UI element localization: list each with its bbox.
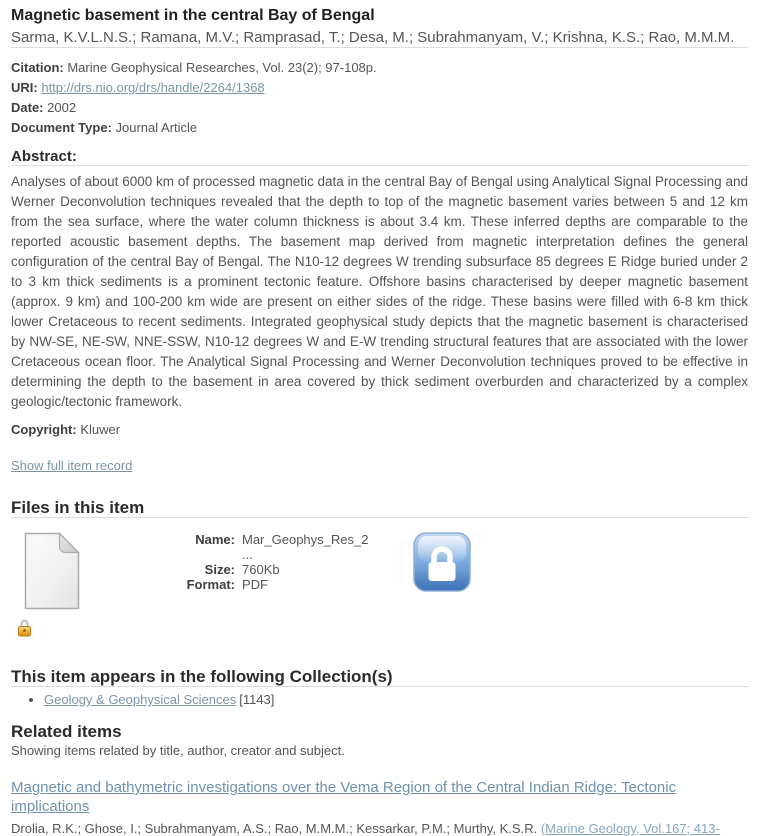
file-size-label: Size: [204, 562, 235, 577]
related-item-title-link[interactable]: Magnetic and bathymetric investigations over the Vema Region of the Central Indian Ridge: Tectonic implications [11, 779, 677, 815]
file-name-value: Mar_Geophys_Res_2 ... [242, 532, 369, 562]
file-row [11, 532, 748, 610]
abstract-text: Analyses of about 6000 km of processed magnetic data in the central Bay of Bengal using Analytical Signal Processing and Werner Deconvolution techniques revealed that the depth to top of the magnetic basement varies between 5 and 12 km from the sea surface, where the water column thickness is about 3.4 km. These inferred depths are comparable to the reported acoustic basement depths. The basement map derived from magnetic interpretation defines the general configuration of the central Bay of Bengal. The N10-12 degrees W trending subsurface 85 degrees E Ridge buried under 2 to 3 km thick sediments is a prominent tectonic feature. Offshore basins characterised by deeper magnetic basement (approx. 9 km) and 100-200 km wide are present on either sides of the ridge. These basins were filled with 6-8 km thick lower Cretaceous to recent sediments. Integrated geophysical study depicts that the magnetic basement is characterised by NW-SE, NE-SW, NNE-SSW, N10-12 degrees W and E-W trending structural features that are associated with the lower Cretaceous ocean floor. The Analytical Signal Processing and Werner Deconvolution techniques proved to be effective in determining the depth to the basement in area covered by thick sediment overburden and characterized by a complex geologic/tectonic framework. [11, 174, 748, 409]
date-line [11, 101, 748, 115]
date-value: 2002 [47, 100, 77, 115]
uri-line [11, 81, 748, 95]
file-format-label: Format: [186, 577, 235, 592]
related-items-subtitle: Showing items related by title, author, creator and subject. [11, 743, 345, 758]
uri-label: URI: [11, 80, 38, 95]
copyright-label: Copyright: [11, 422, 77, 437]
related-item [11, 778, 748, 836]
file-name-label: Name: [195, 532, 235, 547]
date-label: Date: [11, 100, 44, 115]
item-page [0, 7, 759, 836]
file-format-value: PDF [242, 577, 268, 592]
citation-label: Citation: [11, 60, 64, 75]
file-metadata [130, 532, 369, 592]
copyright-value: Kluwer [80, 422, 121, 437]
collections-list [11, 692, 748, 707]
collection-link[interactable]: Geology & Geophysical Sciences [44, 692, 237, 707]
file-size-value: 760Kb [242, 562, 280, 577]
copyright-line [11, 423, 748, 437]
collection-count: [1143] [239, 692, 275, 707]
related-item-citation-link[interactable]: (Marine Geology, Vol.167; 413- [540, 821, 720, 836]
gold-padlock-icon [17, 618, 32, 637]
divider [11, 165, 748, 166]
citation-line [11, 61, 748, 75]
divider [11, 686, 748, 687]
blank-page-icon[interactable] [24, 532, 80, 610]
metadata-block [11, 61, 748, 135]
related-items-heading: Related items [11, 722, 122, 741]
doc-type-label: Document Type: [11, 120, 112, 135]
files-section-heading: Files in this item [11, 498, 145, 517]
page-title: Magnetic basement in the central Bay of Bengal [11, 7, 375, 24]
related-item-author-names: Drolia, R.K.; Ghose, I.; Subrahmanyam, A.S.; Rao, M.M.M.; Kessarkar, P.M.; Murthy, K.S.R. [11, 821, 541, 836]
divider [11, 517, 748, 518]
authors-line: Sarma, K.V.L.N.S.; Ramana, M.V.; Ramprasad, T.; Desa, M.; Subrahmanyam, V.; Krishna, K.S.; Rao, M.M.M. [11, 29, 735, 46]
related-item-authors [11, 821, 748, 836]
collection-list-item [44, 692, 748, 707]
show-full-item-record-link[interactable]: Show full item record [11, 458, 133, 473]
collections-section-heading: This item appears in the following Collection(s) [11, 667, 393, 686]
doc-type-value: Journal Article [115, 120, 198, 135]
doc-type-line [11, 121, 748, 135]
blue-lock-button-icon[interactable] [413, 532, 471, 592]
citation-value: Marine Geophysical Researches, Vol. 23(2); 97-108p. [67, 60, 377, 75]
divider [11, 47, 748, 48]
abstract-heading: Abstract: [11, 148, 77, 165]
uri-link[interactable]: http://drs.nio.org/drs/handle/2264/1368 [41, 80, 265, 95]
